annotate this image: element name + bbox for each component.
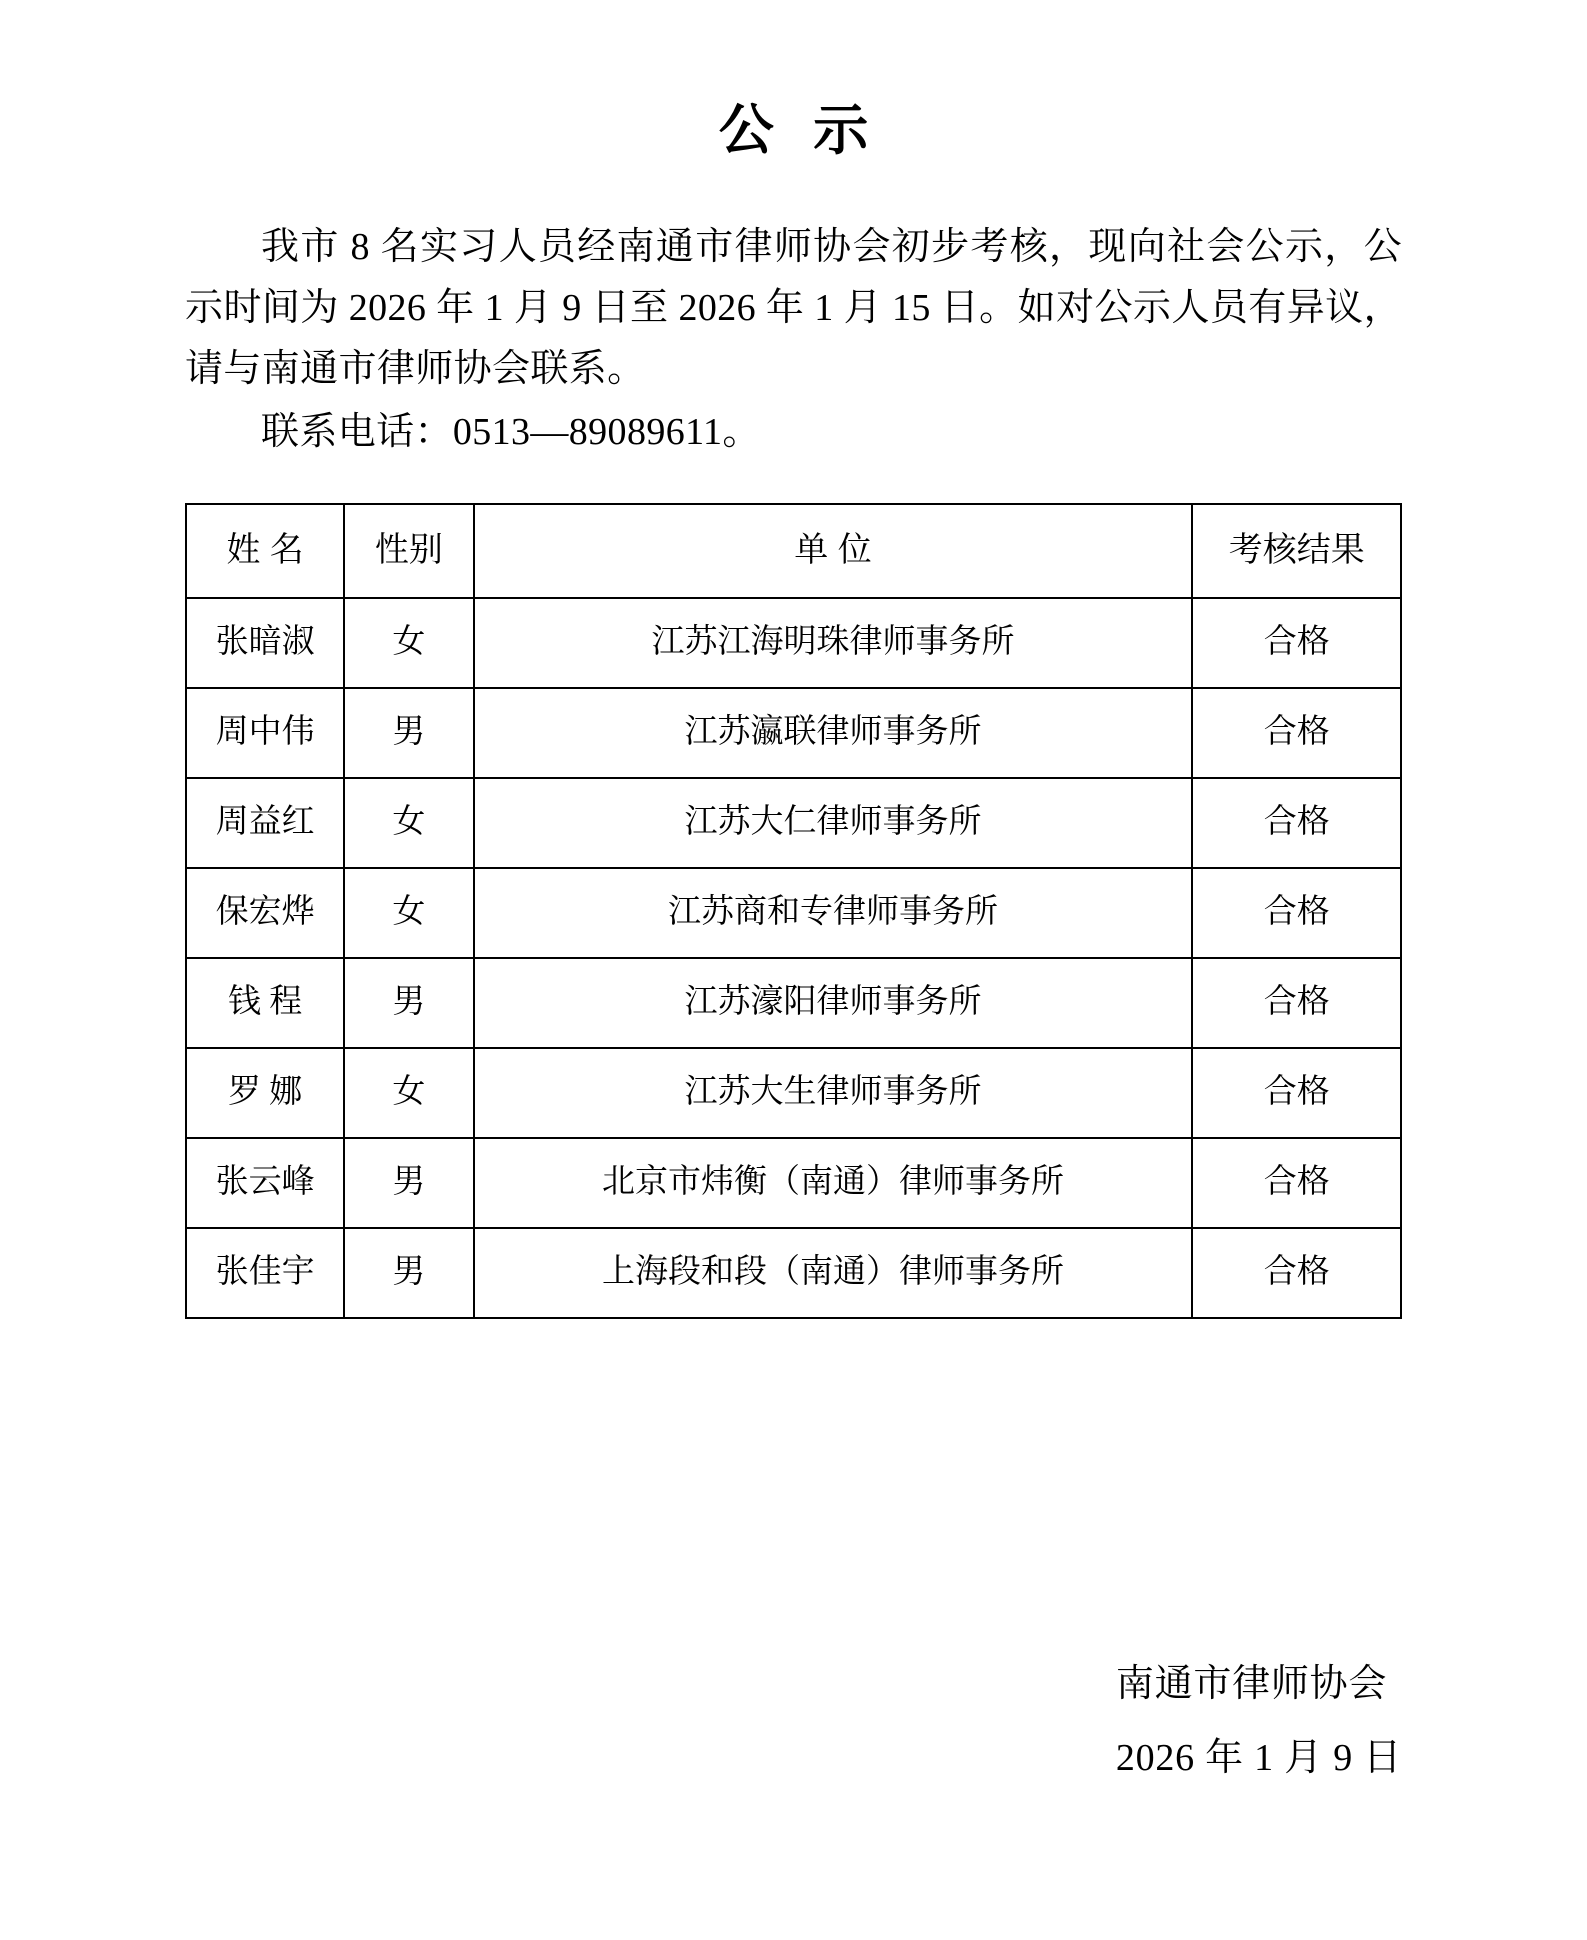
column-header-result: 考核结果: [1192, 504, 1401, 598]
cell-gender: 女: [344, 1048, 473, 1138]
column-header-unit: 单 位: [474, 504, 1193, 598]
cell-unit: 江苏商和专律师事务所: [474, 868, 1193, 958]
cell-result: 合格: [1192, 1228, 1401, 1318]
table-row: [186, 1048, 1401, 1138]
cell-unit: 江苏濠阳律师事务所: [474, 958, 1193, 1048]
cell-name: 张佳宇: [186, 1228, 344, 1318]
cell-result: 合格: [1192, 778, 1401, 868]
table-row: [186, 868, 1401, 958]
cell-gender: 男: [344, 958, 473, 1048]
cell-result: 合格: [1192, 868, 1401, 958]
cell-name: 钱 程: [186, 958, 344, 1048]
cell-unit: 江苏瀛联律师事务所: [474, 688, 1193, 778]
cell-gender: 男: [344, 1228, 473, 1318]
column-header-name: 姓 名: [186, 504, 344, 598]
cell-gender: 女: [344, 868, 473, 958]
cell-gender: 男: [344, 688, 473, 778]
cell-result: 合格: [1192, 1138, 1401, 1228]
notice-body: [185, 217, 1402, 463]
cell-name: 周中伟: [186, 688, 344, 778]
cell-unit: 江苏大生律师事务所: [474, 1048, 1193, 1138]
cell-result: 合格: [1192, 688, 1401, 778]
cell-name: 张暗淑: [186, 598, 344, 688]
cell-unit: 江苏大仁律师事务所: [474, 778, 1193, 868]
table-row: [186, 1138, 1401, 1228]
cell-result: 合格: [1192, 958, 1401, 1048]
cell-name: 罗 娜: [186, 1048, 344, 1138]
signature-organization: 南通市律师协会: [1115, 1663, 1388, 1705]
cell-gender: 女: [344, 598, 473, 688]
column-header-gender: 性别: [344, 504, 473, 598]
cell-gender: 女: [344, 778, 473, 868]
table-row: [186, 598, 1401, 688]
cell-unit: 上海段和段（南通）律师事务所: [474, 1228, 1193, 1318]
table-row: [186, 778, 1401, 868]
notice-paragraph-1: 我市 8 名实习人员经南通市律师协会初步考核，现向社会公示，公示时间为 2026 年 1 月 9 日至 2026 年 1 月 15 日。如对公示人员有异议，请与南通市律师协会联系。: [185, 225, 1402, 390]
page-title: 公 示: [718, 99, 881, 161]
table-row: [186, 958, 1401, 1048]
notice-paragraph-2: 联系电话：0513—89089611。: [261, 410, 761, 453]
signature-block: [1106, 1647, 1402, 1795]
cell-name: 周益红: [186, 778, 344, 868]
signature-date: 2026 年 1 月 9 日: [1115, 1737, 1402, 1779]
roster-table-wrapper: [185, 503, 1402, 1319]
cell-result: 合格: [1192, 598, 1401, 688]
table-header-row: [186, 504, 1401, 598]
table-row: [186, 1228, 1401, 1318]
table-row: [186, 688, 1401, 778]
cell-gender: 男: [344, 1138, 473, 1228]
cell-result: 合格: [1192, 1048, 1401, 1138]
cell-unit: 北京市炜衡（南通）律师事务所: [474, 1138, 1193, 1228]
cell-unit: 江苏江海明珠律师事务所: [474, 598, 1193, 688]
cell-name: 张云峰: [186, 1138, 344, 1228]
cell-name: 保宏烨: [186, 868, 344, 958]
roster-table: [185, 503, 1402, 1319]
